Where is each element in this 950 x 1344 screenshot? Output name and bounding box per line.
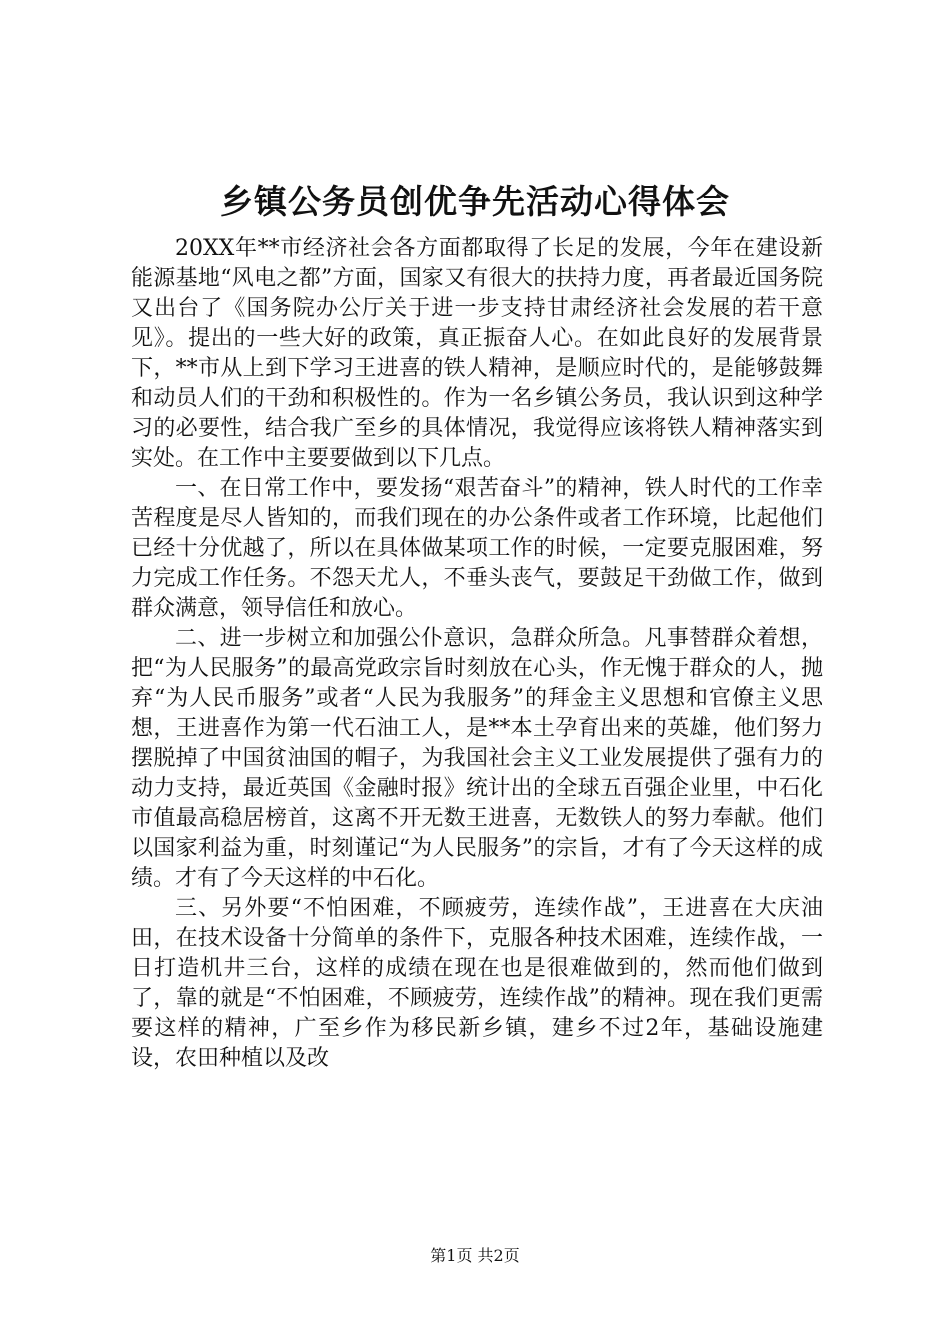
page-number-footer: 第1页 共2页 [430, 1246, 520, 1265]
document-title: 乡镇公务员创优争先活动心得体会 [220, 182, 730, 221]
paragraph-point-three: 三、另外要“不怕困难，不顾疲劳，连续作战”，王进喜在大庆油田，在技术设备十分简单的条件下，克服各种技术困难，连续作战，一日打造机井三台，这样的成绩在现在也是很难做到的，然而他们做到了，靠的就是“不怕困难，不顾疲劳，连续作战”的精神。现在我们更需要这样的精神，广至乡作为移民新乡镇，建乡不过2年，基础设施建设，农田种植以及改 [131, 896, 823, 1071]
document-body [131, 234, 823, 1074]
paragraph-point-two: 二、进一步树立和加强公仆意识，急群众所急。凡事替群众着想，把“为人民服务”的最高党政宗旨时刻放在心头，作无愧于群众的人，抛弃“为人民币服务”或者“人民为我服务”的拜金主义思想和官僚主义思想，王进喜作为第一代石油工人，是**本土孕育出来的英雄，他们努力摆脱掉了中国贫油国的帽子，为我国社会主义工业发展提供了强有力的动力支持，最近英国《金融时报》统计出的全球五百强企业里，中石化市值最高稳居榜首，这离不开无数王进喜，无数铁人的努力奉献。他们以国家利益为重，时刻谨记“为人民服务”的宗旨，才有了今天这样的成绩。才有了今天这样的中石化。 [131, 626, 823, 891]
paragraph-intro: 20XX年**市经济社会各方面都取得了长足的发展，今年在建设新能源基地“风电之都”方面，国家又有很大的扶持力度，再者最近国务院又出台了《国务院办公厅关于进一步支持甘肃经济社会发展的若干意见》。提出的一些大好的政策，真正振奋人心。在如此良好的发展背景下，**市从上到下学习王进喜的铁人精神，是顺应时代的，是能够鼓舞和动员人们的干劲和积极性的。作为一名乡镇公务员，我认识到这种学习的必要性，结合我广至乡的具体情况，我觉得应该将铁人精神落实到实处。在工作中主要要做到以下几点。 [131, 236, 823, 471]
paragraph-point-one: 一、在日常工作中，要发扬“艰苦奋斗”的精神，铁人时代的工作幸苦程度是尽人皆知的，而我们现在的办公条件或者工作环境，比起他们已经十分优越了，所以在具体做某项工作的时候，一定要克服困难，努力完成工作任务。不怨天尤人，不垂头丧气，要鼓足干劲做工作，做到群众满意，领导信任和放心。 [131, 476, 823, 621]
